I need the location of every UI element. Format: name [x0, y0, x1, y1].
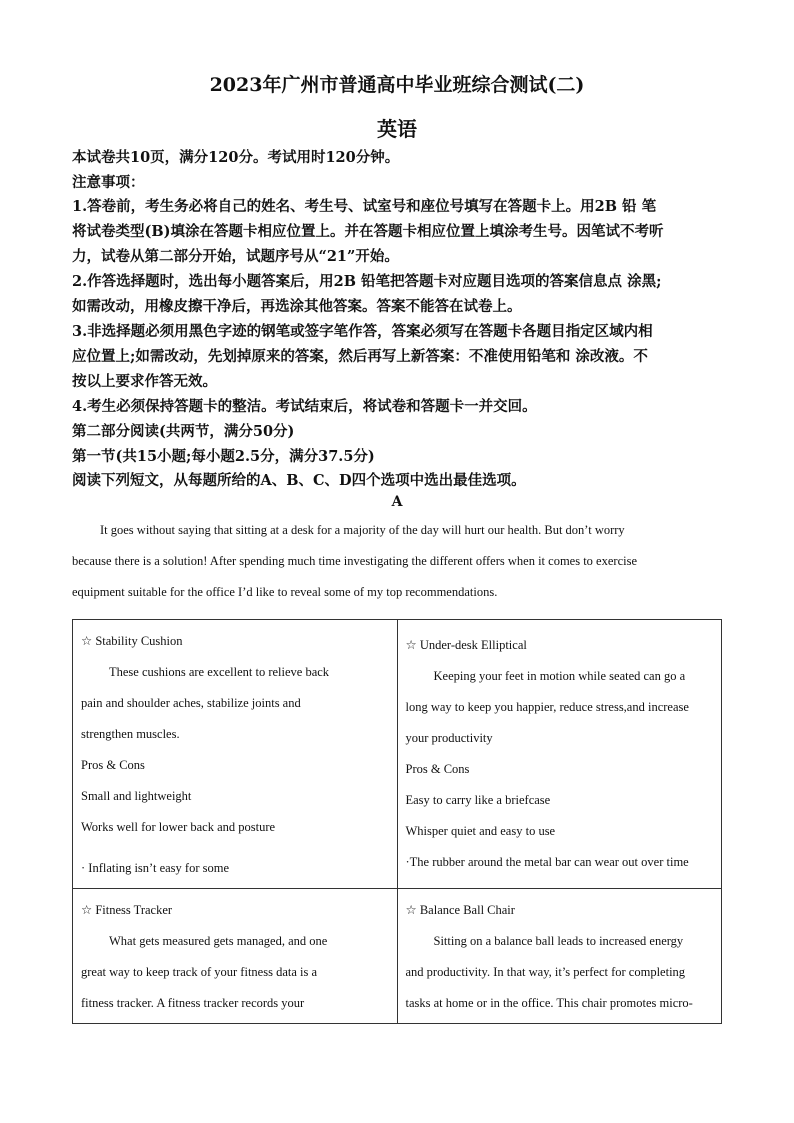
pros-cons-label: Pros & Cons — [81, 758, 145, 772]
exam-title: 2023年广州市普通高中毕业班综合测试(二) — [209, 74, 585, 96]
pros-cons-label: Pros & Cons — [405, 762, 470, 776]
cell-paragraph-line: Sitting on a balance ball leads to increased energy — [433, 934, 684, 948]
cell-paragraph-line: your productivity — [405, 731, 493, 745]
note-2-line-2: 如需改动，用橡皮擦干净后，再选涂其他答案。答案不能答在试卷上。 — [72, 298, 522, 315]
section-1-heading: 第一节(共15小题;每小题2.5分，满分37.5分) — [72, 448, 375, 465]
note-1-line-1: 1.答卷前，考生务必将自己的姓名、考生号、试室号和座位号填写在答题卡上。用2B 铅 笔 — [72, 198, 657, 215]
note-2-line-1: 2.作答选择题时，选出每小题答案后，用2B 铅笔把答题卡对应题目选项的答案信息点 涂黑; — [72, 273, 662, 290]
cell-title: ☆ Balance Ball Chair — [405, 903, 515, 917]
passage-line-2: because there is a solution! After spending much time investigating the different offers when it comes to exercise — [72, 554, 637, 568]
subject-title: 英语 — [377, 117, 417, 141]
cell-paragraph-line: pain and shoulder aches, stabilize joints and — [81, 696, 301, 710]
note-3-line-1: 3.非选择题必须用黑色字迹的钢笔或签字笔作答，答案必须写在答题卡各题目指定区域内相 — [72, 323, 653, 340]
cell-paragraph-line: great way to keep track of your fitness data is a — [81, 965, 318, 979]
list-item: · Inflating isn’t easy for some — [81, 861, 229, 875]
directions-text: 阅读下列短文，从每题所给的A、B、C、D四个选项中选出最佳选项。 — [72, 472, 526, 489]
notes-title: 注意事项： — [72, 174, 145, 191]
cell-title: ☆ Fitness Tracker — [81, 903, 173, 917]
list-item: ·The rubber around the metal bar can wear out over time — [405, 855, 689, 869]
list-item: Whisper quiet and easy to use — [405, 824, 556, 838]
cell-paragraph-line: and productivity. In that way, it’s perfect for completing — [405, 965, 686, 979]
cell-title: ☆ Under-desk Elliptical — [405, 638, 527, 652]
table-row — [73, 889, 722, 1024]
cell-paragraph-line: Keeping your feet in motion while seated can go a — [433, 669, 686, 683]
note-1-line-3: 力，试卷从第二部分开始，试题序号从“21”开始。 — [72, 248, 399, 265]
table-row — [73, 620, 722, 889]
fitness-tracker-cell — [73, 889, 398, 1024]
list-item: Easy to carry like a briefcase — [405, 793, 551, 807]
recommendations-table — [72, 619, 722, 1024]
passage-line-3: equipment suitable for the office I’d like to reveal some of my top recommendations. — [72, 585, 498, 599]
cell-title: ☆ Stability Cushion — [81, 634, 183, 648]
list-item: Small and lightweight — [81, 789, 192, 803]
list-item: Works well for lower back and posture — [81, 820, 276, 834]
stability-cushion-cell — [73, 620, 398, 889]
balance-ball-chair-cell — [397, 889, 722, 1024]
cell-paragraph-line: tasks at home or in the office. This chair promotes micro- — [405, 996, 693, 1010]
part-2-heading: 第二部分阅读(共两节，满分50分) — [72, 423, 295, 440]
cell-paragraph-line: What gets measured gets managed, and one — [109, 934, 328, 948]
note-3-line-3: 按以上要求作答无效。 — [72, 373, 217, 390]
passage-letter: A — [391, 494, 403, 510]
cell-paragraph-line: long way to keep you happier, reduce stress,and increase — [405, 700, 689, 714]
cell-paragraph-line: These cushions are excellent to relieve back — [109, 665, 330, 679]
overview-text: 本试卷共10页，满分120分。考试用时120分钟。 — [72, 149, 400, 166]
note-3-line-2: 应位置上;如需改动，先划掉原来的答案，然后再写上新答案：不准使用铅笔和 涂改液。不 — [72, 348, 648, 365]
note-4: 4.考生必须保持答题卡的整洁。考试结束后，将试卷和答题卡一并交回。 — [72, 398, 537, 415]
cell-paragraph-line: strengthen muscles. — [81, 727, 180, 741]
note-1-line-2: 将试卷类型(B)填涂在答题卡相应位置上。并在答题卡相应位置上填涂考生号。因笔试不考听 — [72, 223, 664, 240]
passage-line-1: It goes without saying that sitting at a desk for a majority of the day will hurt our health. But don’t worry — [100, 523, 625, 537]
under-desk-elliptical-cell — [397, 620, 722, 889]
cell-paragraph-line: fitness tracker. A fitness tracker records your — [81, 996, 305, 1010]
